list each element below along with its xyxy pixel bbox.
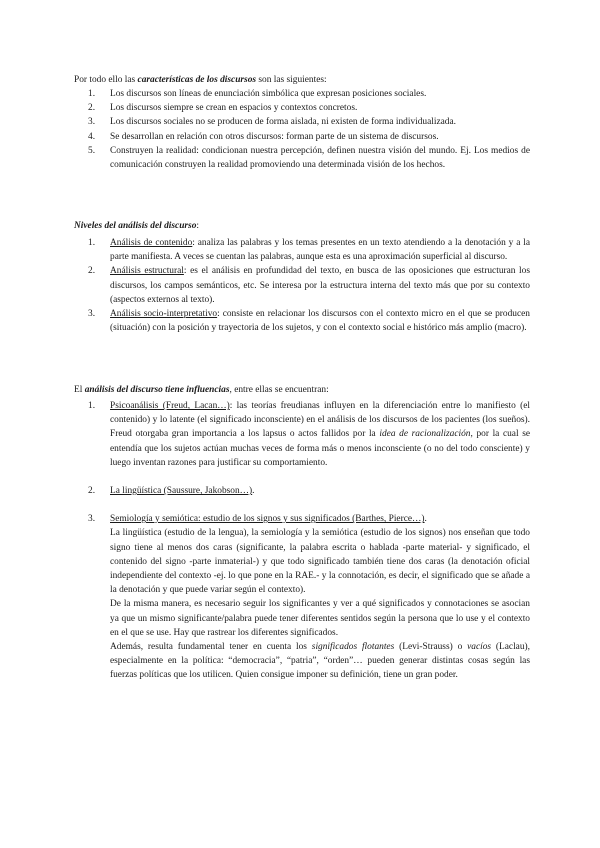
list-item xyxy=(74,130,530,144)
list-number: 1. xyxy=(88,401,96,411)
intro-text-before: Por todo ello las xyxy=(74,75,138,85)
paragraph-text: (Laclau), especialmente en la política: “democracia”, “patria”, “orden”… pueden generar distintas cosas según las fuerzas políticas que los utilicen. Quien consigue imponer su definición, tiene un gran poder. xyxy=(110,642,530,681)
list-item xyxy=(74,236,530,264)
levels-heading xyxy=(74,219,530,233)
list-item xyxy=(74,264,530,307)
levels-heading-emphasis: Niveles del análisis del discurso xyxy=(74,221,197,231)
list-item xyxy=(74,115,530,129)
influence-text: . xyxy=(424,514,427,525)
level-term: Análisis estructural xyxy=(110,266,184,277)
influences-list xyxy=(74,399,530,683)
influences-heading-after: , entre ellas se encuentran: xyxy=(229,385,329,395)
intro-text-after: son las siguientes: xyxy=(256,75,327,85)
levels-heading-colon: : xyxy=(196,221,200,231)
list-item xyxy=(74,144,530,172)
level-term: Análisis de contenido xyxy=(110,238,193,248)
semiology-paragraph-3 xyxy=(110,640,530,683)
paragraph-emphasis: significados flotantes xyxy=(311,642,395,653)
level-text: : consiste en relacionar los discursos con el contexto micro en el que se producen (situación) con la posición y trayectoria de los sujetos, y con el contexto social e histórico más amplio (macro). xyxy=(110,309,530,334)
list-item-text: Construyen la realidad: condicionan nuestra percepción, definen nuestra visión del mundo. Ej. Los medios de comunicación construyen la realidad promoviendo una determinada visión de los hechos. xyxy=(110,145,530,171)
level-text: : es el análisis en profundidad del texto, en busca de las oposiciones que estructuran los discursos, los campos semánticos, etc. Se interesa por la estructura interna del texto más que por su contexto (aspectos externos al texto). xyxy=(110,266,530,305)
list-item-text: Se desarrollan en relación con otros discursos: forman parte de un sistema de discursos. xyxy=(110,131,439,142)
list-item xyxy=(74,307,530,335)
list-number: 3. xyxy=(88,514,96,525)
paragraph-emphasis: vacíos xyxy=(467,642,492,653)
list-item xyxy=(74,101,530,115)
influence-term: Semiología y semiótica: estudio de los signos y sus significados (Barthes, Pierce…) xyxy=(110,514,425,525)
intro-paragraph xyxy=(74,73,530,87)
semiology-paragraph-1: La lingüística (estudio de la lengua), la semiología y la semiótica (estudio de los signos) nos enseñan que todo signo tiene al menos dos caras (significante, la palabra escrita o hablada -parte material- y significado, el contenido del signo -parte inmaterial-) y que todo significado también tiene dos caras (la denotación oficial independiente del contexto -ej. lo que pone en la RAE.- y la connotación, es decir, el significado que se añade a la denotación y que puede variar según el contexto). xyxy=(110,528,530,596)
paragraph-text: Además, resulta fundamental tener en cuenta los xyxy=(110,642,312,653)
list-number: 3. xyxy=(88,309,96,320)
influence-text: . xyxy=(252,486,255,497)
level-term: Análisis socio-interpretativo xyxy=(110,309,218,320)
list-item xyxy=(74,484,530,498)
influence-emphasis: idea de racionalización xyxy=(379,429,471,440)
list-number: 4. xyxy=(88,131,96,142)
list-number: 3. xyxy=(88,117,96,128)
list-number: 2. xyxy=(88,103,96,114)
list-item-text: Los discursos son líneas de enunciación simbólica que expresan posiciones sociales. xyxy=(110,89,427,99)
influence-text: : las teorías freudianas influyen en la diferenciación entre lo manifiesto (el contenido) y lo latente (el significado inconsciente) en el análisis de los discursos de los pacientes (los sueños). Freud otorgaba gran importancia a los lapsus o actos fallidos por la xyxy=(110,401,531,440)
influences-heading-emphasis: análisis del discurso tiene influencias xyxy=(84,385,230,395)
list-number: 2. xyxy=(88,486,96,497)
influence-text: , por la cual se entendía que los sujetos actúan muchas veces de forma más o menos inconsciente (o no del todo consciente) y luego inventan razones para justificar su comportamiento. xyxy=(110,429,531,468)
paragraph-text: (Levi-Strauss) o xyxy=(394,642,468,653)
list-number: 1. xyxy=(88,238,96,248)
list-item xyxy=(74,87,530,101)
list-item-text: Los discursos sociales no se producen de forma aislada, ni existen de forma individualizada. xyxy=(110,117,456,128)
influence-term: La lingüística (Saussure, Jakobson…) xyxy=(110,486,253,497)
influences-heading xyxy=(74,383,530,397)
list-number: 5. xyxy=(88,145,96,156)
list-item-text: Los discursos siempre se crean en espacios y contextos concretos. xyxy=(110,103,358,114)
list-item xyxy=(74,512,530,682)
list-item xyxy=(74,399,530,470)
semiology-paragraph-2: De la misma manera, es necesario seguir los significantes y ver a qué significados y connotaciones se asocian ya que un mismo significante/palabra puede tener diferentes sentidos según la persona que lo use y el contexto en el que se use. Hay que rastrear los diferentes significados. xyxy=(110,599,530,638)
influences-heading-before: El xyxy=(74,385,85,395)
list-number: 2. xyxy=(88,266,96,277)
intro-emphasis: características de los discursos xyxy=(137,75,257,85)
characteristics-list xyxy=(74,87,530,172)
levels-list xyxy=(74,236,530,335)
influence-term: Psicoanálisis (Freud, Lacan…) xyxy=(110,401,230,411)
level-text: : analiza las palabras y los temas presentes en un texto atendiendo a la denotación y a la parte manifiesta. A veces se cuentan las palabras, aunque esta es una aproximación superficial al discurso. xyxy=(110,238,530,263)
list-number: 1. xyxy=(88,89,96,99)
